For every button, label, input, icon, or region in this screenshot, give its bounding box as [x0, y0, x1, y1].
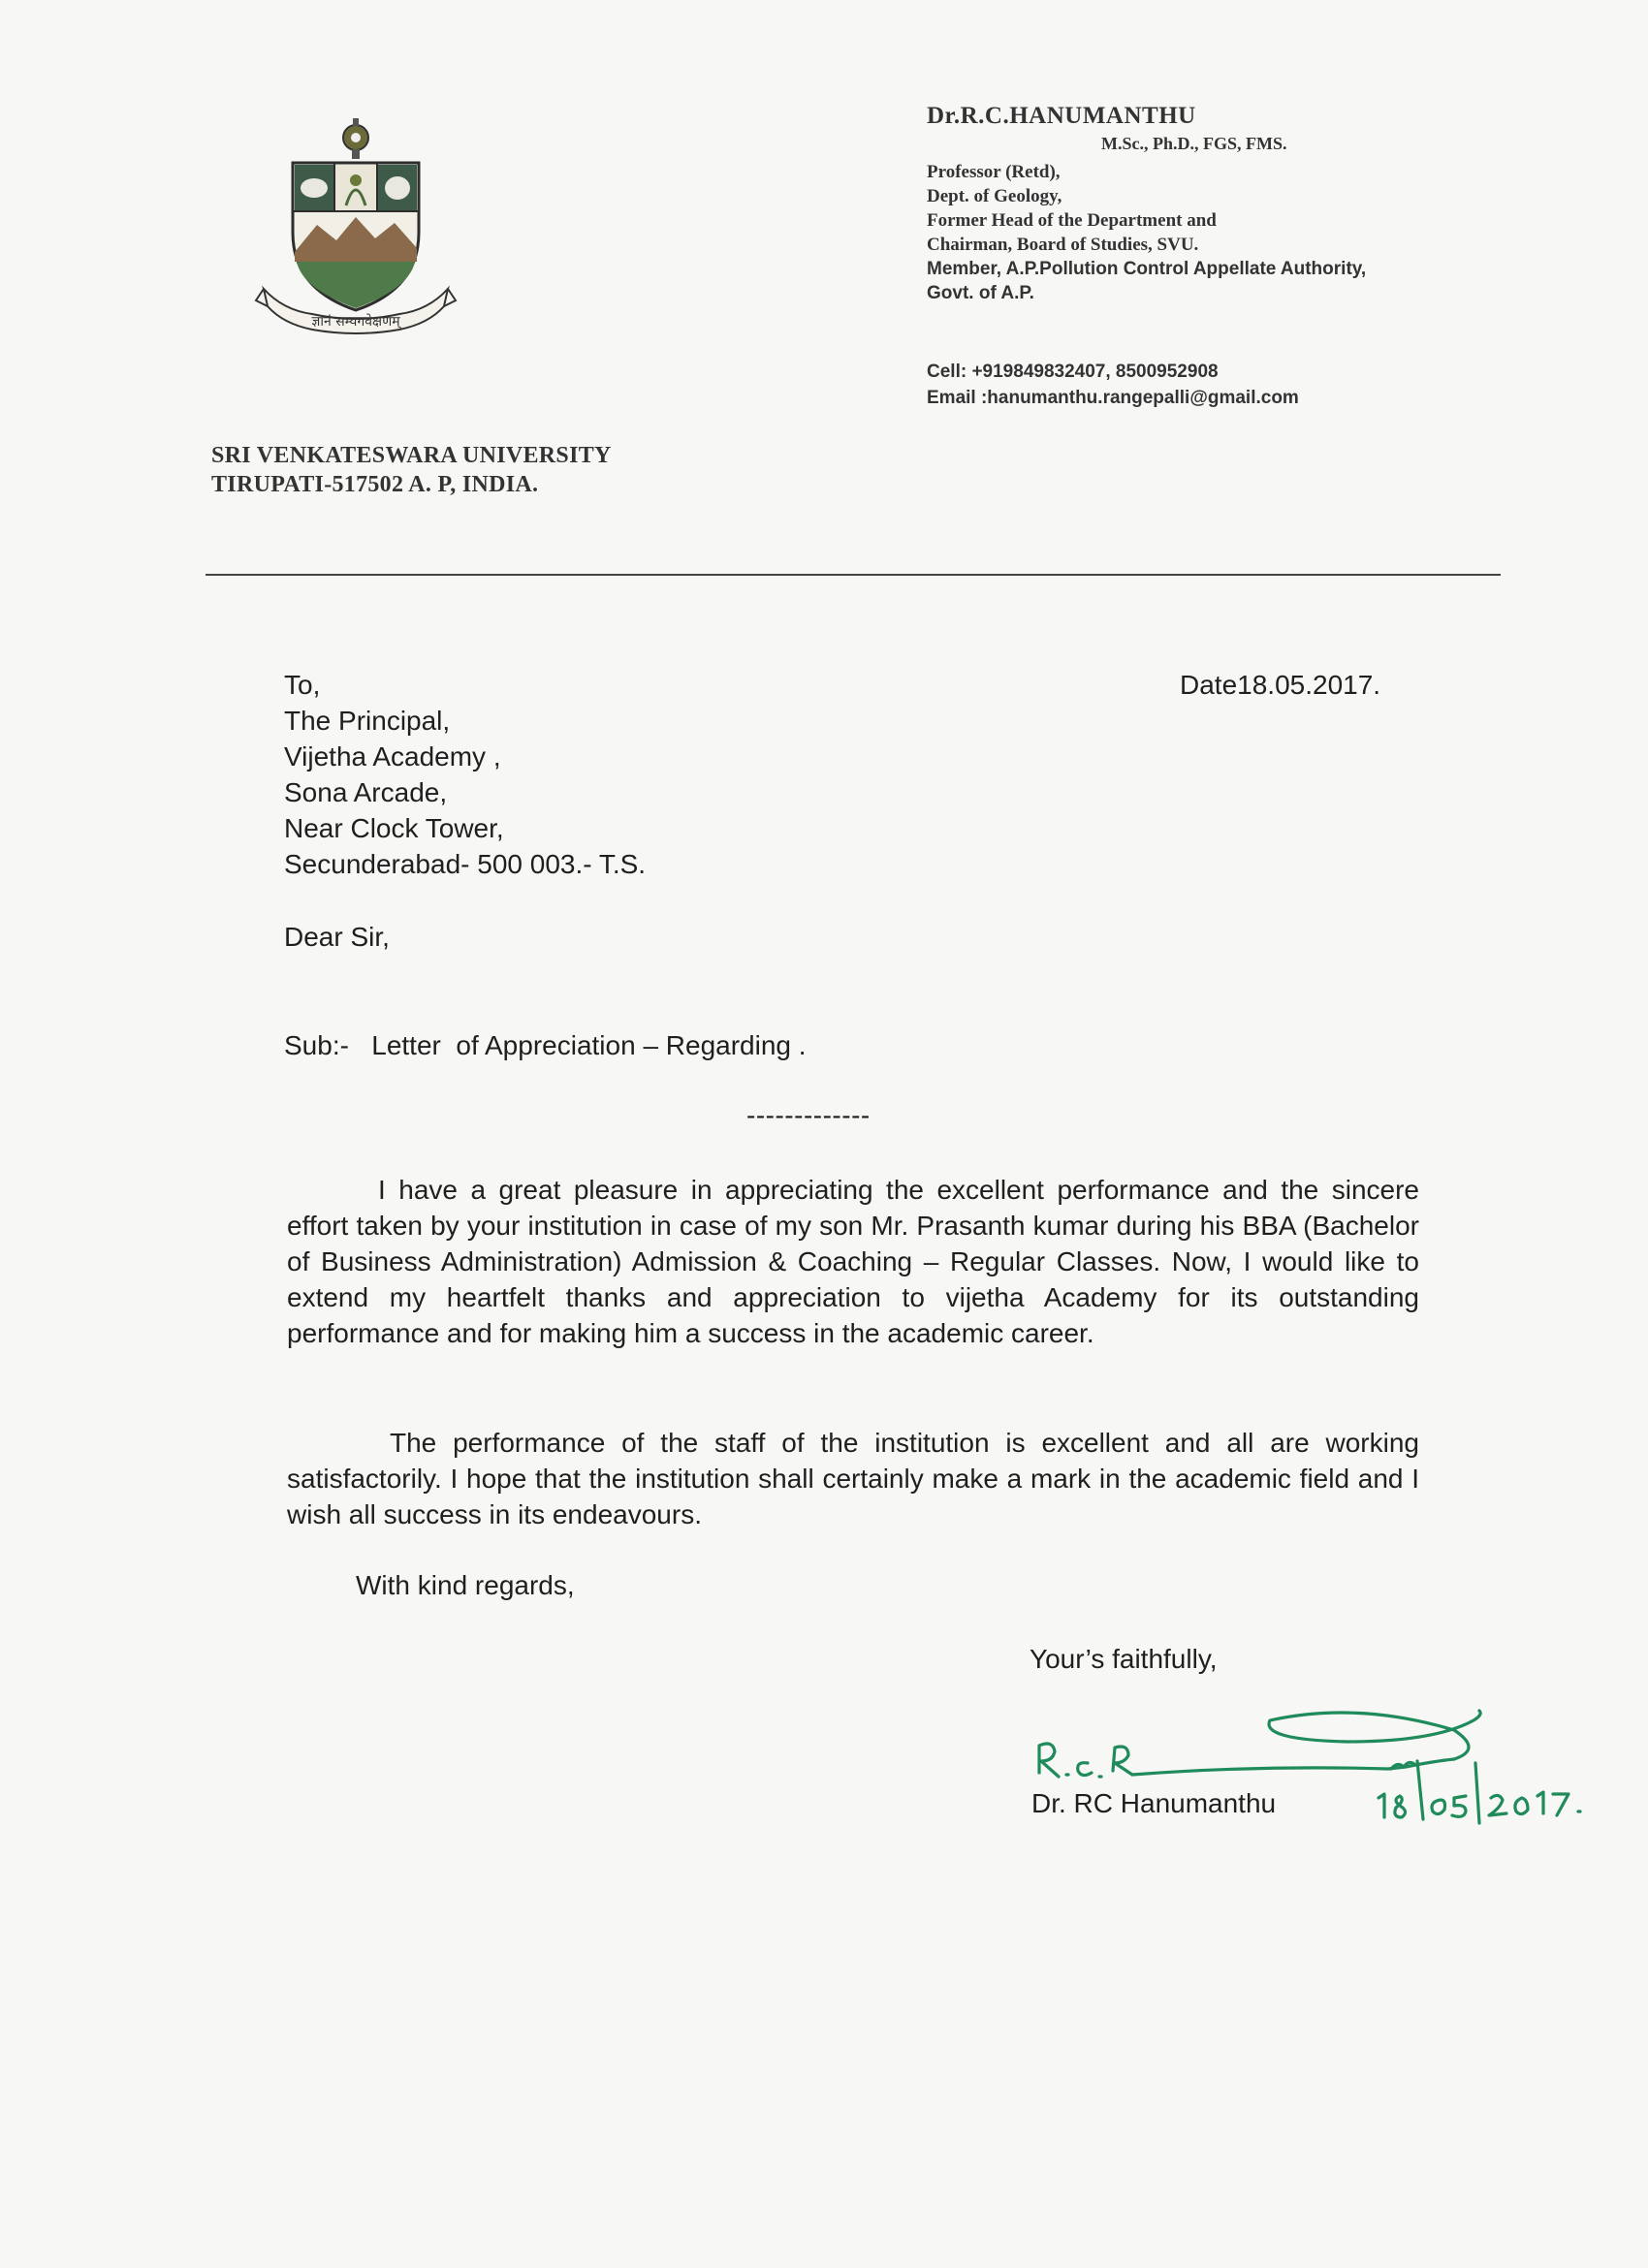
letterhead-former-head: Former Head of the Department and: [927, 210, 1217, 231]
body-paragraph-2: The performance of the staff of the institution is excellent and all are working satisfactorily. I hope that the institution shall certainly make a mark in the academic field and I wish all success in its endeavours.: [287, 1428, 1419, 1529]
letterhead-divider: [206, 574, 1501, 576]
letterhead-govt: Govt. of A.P.: [927, 283, 1034, 303]
address-line: Secunderabad- 500 003.- T.S.: [284, 849, 647, 879]
signatory-name: Dr. RC Hanumanthu: [1031, 1788, 1277, 1818]
recipient-address: [284, 667, 646, 882]
letterhead-cell: Cell: +919849832407, 8500952908: [927, 362, 1219, 382]
letterhead-position: Professor (Retd),: [927, 162, 1061, 182]
address-line: Near Clock Tower,: [284, 813, 504, 843]
salutation: Dear Sir,: [284, 922, 390, 952]
university-name: SRI VENKATESWARA UNIVERSITY: [211, 443, 612, 468]
address-line: The Principal,: [284, 706, 451, 736]
university-address: [211, 441, 612, 499]
letter-date: Date18.05.2017.: [1180, 670, 1381, 700]
subject-line: Sub:- Letter of Appreciation – Regarding .: [284, 1030, 807, 1060]
closing-regards: With kind regards,: [356, 1570, 575, 1600]
letterhead-qualifications: M.Sc., Ph.D., FGS, FMS.: [1101, 134, 1287, 153]
handwritten-signature: [1028, 1691, 1590, 1827]
letterhead-contact: [927, 359, 1299, 411]
university-city: TIRUPATI-517502 A. P, INDIA.: [211, 472, 539, 497]
letterhead-chairman: Chairman, Board of Studies, SVU.: [927, 235, 1199, 255]
address-line: Sona Arcade,: [284, 777, 448, 807]
university-emblem-logo: [254, 116, 458, 339]
letterhead-details: [927, 103, 1366, 305]
letterhead-email: Email :hanumanthu.rangepalli@gmail.com: [927, 388, 1299, 408]
subject-underline: -------------: [746, 1100, 871, 1130]
letterhead-department: Dept. of Geology,: [927, 186, 1062, 206]
address-line: Vijetha Academy ,: [284, 741, 501, 772]
emblem-motto: ज्ञानं सम्यगवेक्षणम्: [311, 314, 400, 330]
address-line: To,: [284, 670, 321, 700]
letterhead-member: Member, A.P.Pollution Control Appellate Authority,: [927, 259, 1367, 279]
closing-faithfully: Your’s faithfully,: [1030, 1644, 1218, 1674]
body-paragraph-1: I have a great pleasure in appreciating the excellent performance and the sincere effort taken by your institution in case of my son Mr. Prasanth kumar during his BBA (Bachelor of Business Administration) Admission & Coaching – Regular Classes. Now, I would like to extend my heartfelt thanks and appreciation to vijetha Academy for its outstanding performance and for making him a success in the academic career.: [287, 1175, 1419, 1348]
letterhead-name: Dr.R.C.HANUMANTHU: [927, 103, 1196, 129]
